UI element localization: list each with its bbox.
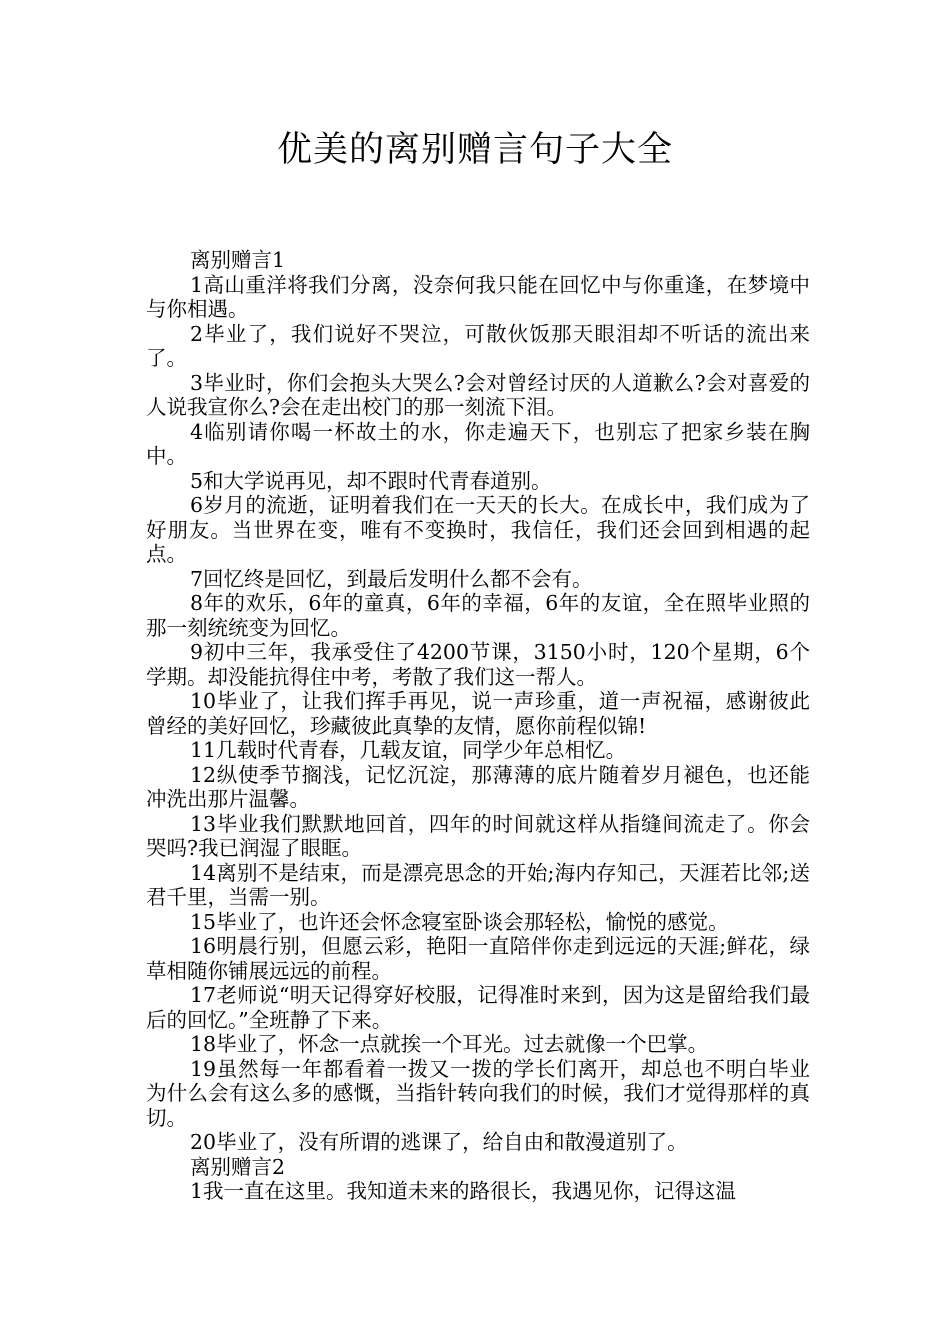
- paragraph: 14离别不是结束，而是漂亮思念的开始;海内存知己，天涯若比邻;送君千里，当需一别。: [146, 860, 810, 909]
- paragraph: 1我一直在这里。我知道未来的路很长，我遇见你，记得这温: [190, 1179, 737, 1203]
- document-body: [146, 248, 810, 1204]
- paragraph: 17老师说“明天记得穿好校服，记得准时来到，因为这是留给我们最后的回忆。”全班静了下来。: [146, 983, 810, 1032]
- paragraph: 11几载时代青春，几载友谊，同学少年总相忆。: [190, 738, 627, 762]
- paragraph: 5和大学说再见，却不跟时代青春道别。: [190, 468, 552, 493]
- paragraph: 15毕业了，也许还会怀念寝室卧谈会那轻松，愉悦的感觉。: [190, 909, 729, 934]
- paragraph: 8年的欢乐，6年的童真，6年的幸福，6年的友谊，全在照毕业照的那一刻统统变为回忆。: [146, 591, 810, 640]
- paragraph: 18毕业了，怀念一点就挨一个耳光。过去就像一个巴掌。: [190, 1032, 709, 1056]
- paragraph: 12纵使季节搁浅，记忆沉淀，那薄薄的底片随着岁月褪色，也还能冲洗出那片温馨。: [146, 762, 810, 811]
- paragraph: 4临别请你喝一杯故土的水，你走遍天下，也别忘了把家乡装在胸中。: [146, 419, 810, 468]
- paragraph: 6岁月的流逝，证明着我们在一天天的长大。在成长中，我们成为了好朋友。当世界在变，唯有不变换时，我信任，我们还会回到相遇的起点。: [146, 493, 810, 566]
- paragraph: 1高山重洋将我们分离，没奈何我只能在回忆中与你重逢，在梦境中与你相遇。: [146, 272, 810, 321]
- paragraph: 13毕业我们默默地回首，四年的时间就这样从指缝间流走了。你会哭吗?我已润湿了眼眶。: [146, 811, 810, 860]
- paragraph: 19虽然每一年都看着一拨又一拨的学长们离开，却总也不明白毕业为什么会有这么多的感慨，当指针转向我们的时候，我们才觉得那样的真切。: [146, 1056, 810, 1130]
- paragraph: 10毕业了，让我们挥手再见，说一声珍重，道一声祝福，感谢彼此曾经的美好回忆，珍藏彼此真挚的友情，愿你前程似锦!: [146, 689, 810, 738]
- document-title: 优美的离别赠言句子大全: [276, 130, 673, 170]
- section-heading: 离别赠言1: [190, 248, 286, 272]
- section-heading: 离别赠言2: [190, 1154, 286, 1179]
- paragraph: 3毕业时，你们会抱头大哭么?会对曾经讨厌的人道歉么?会对喜爱的人说我宣你么?会在走出校门的那一刻流下泪。: [146, 370, 810, 419]
- paragraph: 9初中三年，我承受住了4200节课，3150小时，120个星期，6个学期。却没能抗得住中考，考散了我们这一帮人。: [146, 640, 810, 689]
- paragraph: 20毕业了，没有所谓的逃课了，给自由和散漫道别了。: [190, 1130, 688, 1154]
- paragraph: 2毕业了，我们说好不哭泣，可散伙饭那天眼泪却不听话的流出来了。: [146, 321, 810, 370]
- paragraph: 7回忆终是回忆，到最后发明什么都不会有。: [190, 566, 593, 591]
- paragraph: 16明晨行别，但愿云彩，艳阳一直陪伴你走到远远的天涯;鲜花，绿草相随你铺展远远的前程。: [146, 934, 810, 983]
